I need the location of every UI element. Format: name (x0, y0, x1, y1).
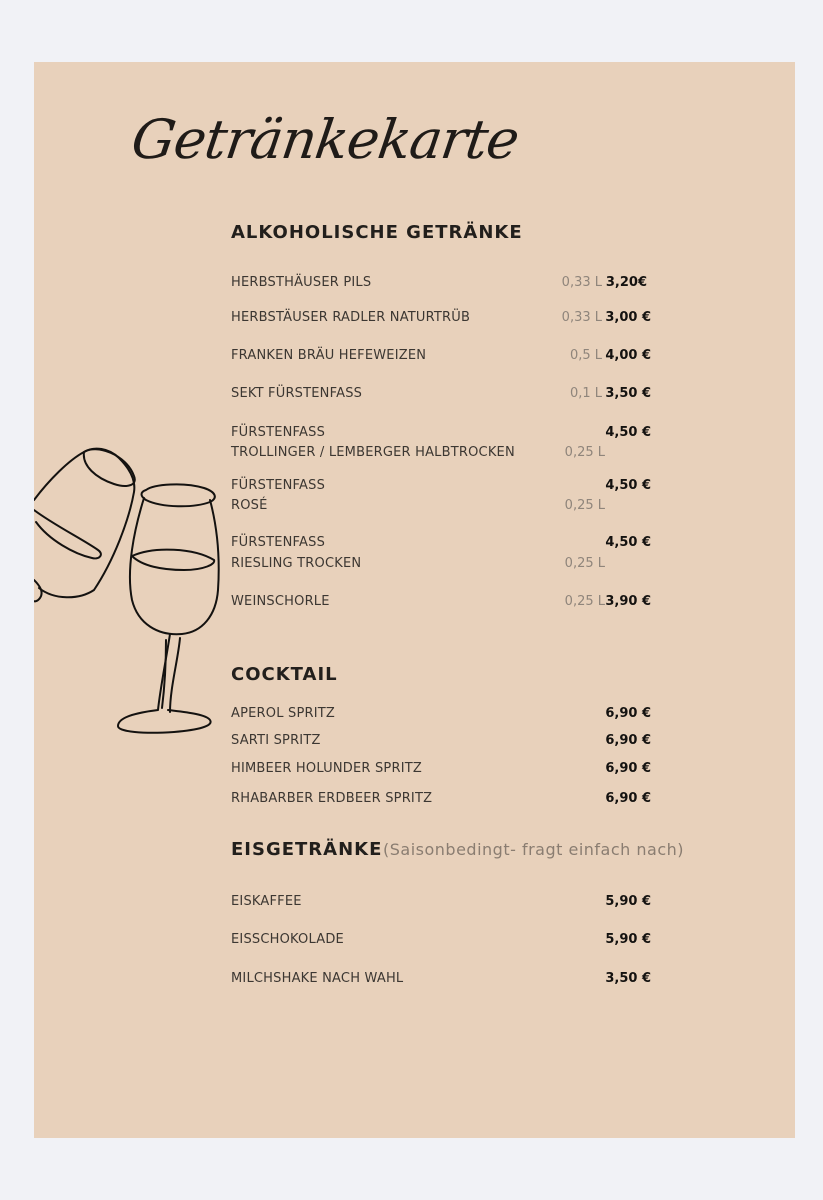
item-name: RHABARBER ERDBEER SPRITZ (231, 791, 433, 806)
item-name: EISSCHOKOLADE (231, 932, 344, 947)
seasonal-note: (Saisonbedingt- fragt einfach nach) (383, 840, 684, 859)
item-subname: ROSÉ (231, 498, 268, 513)
item-name: EISKAFFEE (231, 894, 302, 909)
menu-title: Getränkekarte (127, 108, 523, 171)
item-price: 4,50 € (605, 535, 651, 550)
item-name: MILCHSHAKE NACH WAHL (231, 971, 404, 986)
item-price: 6,90 € (605, 733, 651, 748)
item-name: HERBSTHÄUSER PILS (231, 275, 372, 290)
item-price: 4,50 € (605, 478, 651, 493)
item-volume: 0,25 L (564, 498, 605, 513)
item-name: HIMBEER HOLUNDER SPRITZ (231, 761, 422, 776)
item-price: 3,50 € (605, 386, 651, 401)
item-price: 5,90 € (605, 894, 651, 909)
item-volume: 0,25 L (564, 594, 605, 609)
item-volume: 0,33 L (561, 275, 602, 290)
section-title-alcoholic: ALKOHOLISCHE GETRÄNKE (231, 222, 523, 243)
item-name: WEINSCHORLE (231, 594, 330, 609)
item-name: SARTI SPRITZ (231, 733, 321, 748)
item-volume: 0,25 L (564, 445, 605, 460)
item-price: 6,90 € (605, 791, 651, 806)
item-volume: 0,33 L (561, 310, 602, 325)
item-name: HERBSTÄUSER RADLER NATURTRÜB (231, 310, 471, 325)
item-price: 3,20€ (605, 275, 647, 290)
item-price: 3,50 € (605, 971, 651, 986)
item-price: 5,90 € (605, 932, 651, 947)
item-price: 4,00 € (605, 348, 651, 363)
item-name: APEROL SPRITZ (231, 706, 335, 721)
item-name: FÜRSTENFASS (231, 478, 326, 493)
item-price: 3,90 € (605, 594, 651, 609)
item-name: FRANKEN BRÄU HEFEWEIZEN (231, 348, 427, 363)
item-volume: 0,25 L (564, 556, 605, 571)
item-subname: TROLLINGER / LEMBERGER HALBTROCKEN (231, 445, 515, 460)
item-price: 6,90 € (605, 761, 651, 776)
item-name: SEKT FÜRSTENFASS (231, 386, 363, 401)
item-subname: RIESLING TROCKEN (231, 556, 362, 571)
section-title-cocktail: COCKTAIL (231, 664, 338, 685)
item-volume: 0,1 L (569, 386, 602, 401)
item-volume: 0,5 L (569, 348, 602, 363)
wine-glasses-icon (34, 440, 224, 740)
item-price: 6,90 € (605, 706, 651, 721)
item-price: 3,00 € (605, 310, 651, 325)
item-price: 4,50 € (605, 425, 651, 440)
item-name: FÜRSTENFASS (231, 535, 326, 550)
section-title-ice: EISGETRÄNKE (231, 839, 383, 860)
item-name: FÜRSTENFASS (231, 425, 326, 440)
